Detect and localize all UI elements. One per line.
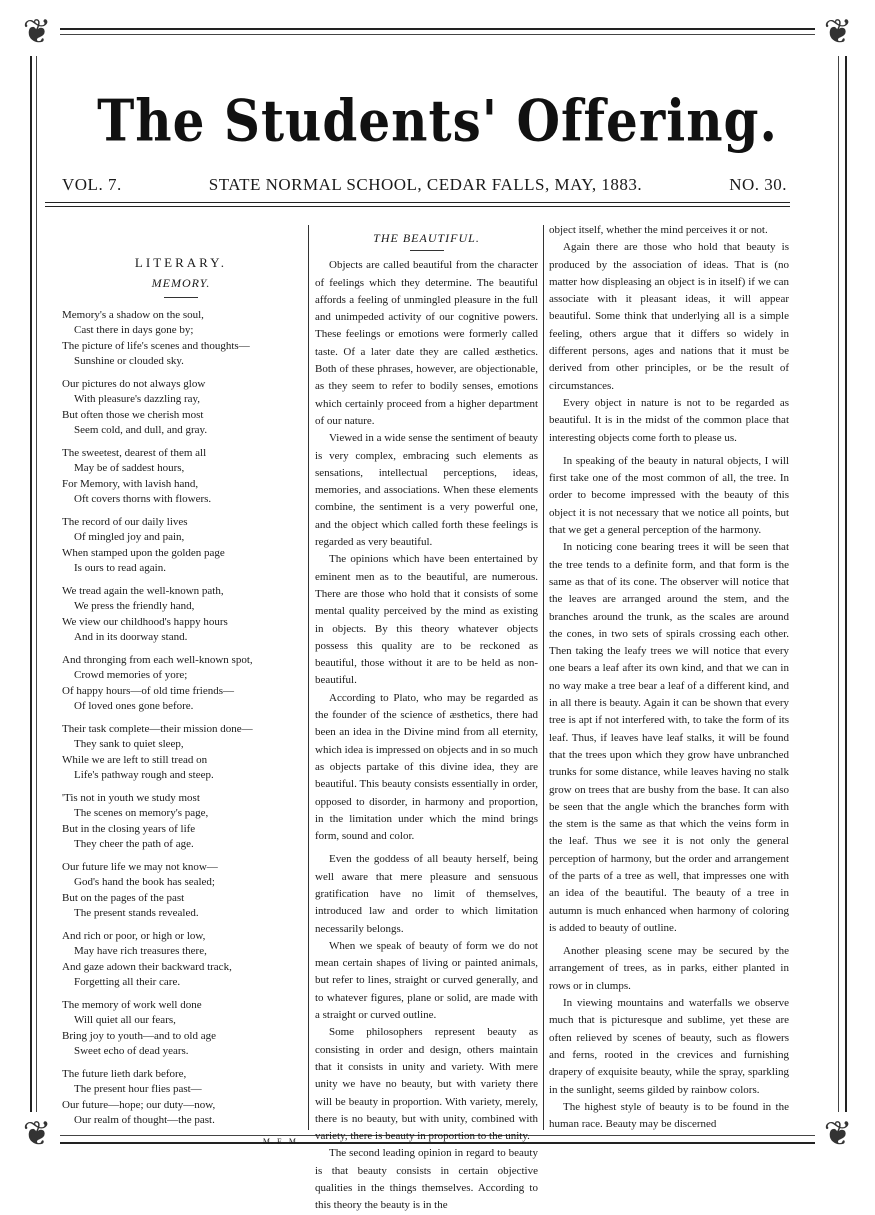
poem-line: But often those we cherish most [62,408,204,421]
essay-paragraph: Viewed in a wide sense the sentiment of beauty is very complex, embracing such elements as sensations, intellectual perceptions, ideas, memories, and associations. When these elements combine, the sentiment is a very powerful one, and the object which called forth these feelings is regarded as very beautiful. [315,432,538,549]
poem-line: We tread again the well-known path, [62,584,224,597]
essay-title: THE BEAUTIFUL. [373,231,480,245]
essay-paragraph: Again there are those who hold that beauty is produced by the association of ideas. That is (no matter how displeasing an object is in itself) if we can associate with it pleasant ideas, it will appear beautiful. Some think that underlying all is a simple feeling, others argue that it differs so widely in different persons, ages and nations that it must be derived from other principles, or be the result of circumstances. [549,241,789,392]
corner-ornament-icon: ❦ [815,10,861,56]
newspaper-masthead: The Students' Offering. [97,86,778,155]
poem-stanza [62,722,300,784]
poem-line: God's hand the book has sealed; [74,876,215,888]
poem-line: Crowd memories of yore; [74,669,188,681]
poem-stanza [62,377,300,439]
poem-line: May have rich treasures there, [74,945,207,957]
poem-line: For Memory, with lavish hand, [62,477,199,490]
poem-line: Our future life we may not know— [62,860,218,873]
poem-line: But in the closing years of life [62,822,196,835]
essay-paragraph: Another pleasing scene may be secured by the arrangement of trees, as in parks, either planted in rows or in clumps. [549,945,789,992]
essay-paragraph: Objects are called beautiful from the character of feelings which they determine. The beautiful affords a feeling of unmingled pleasure in the full and unimpeded activity of our cognitive powers. These feelings or emotions were formerly called taste. Of a later date they are called æsthetics. Both of these phrases, however, are objectionable, as they seem to refer to bodily senses, emotions which certainly proceed from a higher department of our nature. [315,259,538,427]
poem-line: Our pictures do not always glow [62,377,206,390]
poem-stanza [62,584,300,646]
masthead-container [60,78,815,164]
poem-line: Life's pathway rough and steep. [74,769,214,781]
essay-paragraph: In viewing mountains and waterfalls we observe much that is picturesque and sublime, yet these are often relieved by scenes of beauty, such as flowers and ferns, rooted in the crevices and furnishing drapery of exquisite beauty, while the spray, sparkling in the sunlight, seems gilded by rainbow colors. [549,997,789,1096]
column-divider [543,225,544,1130]
poem-line: Our realm of thought—the past. [74,1114,215,1126]
publisher-dateline: STATE NORMAL SCHOOL, CEDAR FALLS, MAY, 1883. [208,175,643,194]
poem-line: They cheer the path of age. [74,838,194,850]
essay-paragraph: Even the goddess of all beauty herself, being well aware that mere pleasure and sensuous gratification have no limit of themselves, introduced law and order to which limitation necessarily belongs. [315,853,538,935]
poem-stanza [62,446,300,508]
poem-line: Memory's a shadow on the soul, [62,308,204,321]
corner-ornament-icon: ❦ [815,1112,861,1158]
essay-paragraph: object itself, whether the mind perceives it or not. [549,224,768,236]
essay-paragraph: In speaking of the beauty in natural objects, I will first take one of the most common of all, the tree. In order to become impressed with the beauty of this object it is not necessary that we notice all points, but that we get a general perception of the harmony. [549,454,789,537]
poem-line: While we are left to still tread on [62,753,208,766]
poem-line: Their task complete—their mission done— [62,722,253,735]
column-literary [62,222,300,1148]
poem-line: And in its doorway stand. [74,631,188,643]
column-essay-1 [315,222,538,1215]
poem-line: But on the pages of the past [62,891,185,904]
poem-line: May be of saddest hours, [74,462,185,474]
essay-paragraph: The second leading opinion in regard to beauty is that beauty consists in certain objective qualities in the things themselves. According to this theory the beauty is in the [315,1147,538,1212]
header-rule [45,202,790,203]
poem-line: With pleasure's dazzling ray, [74,393,201,405]
poem-line: And rich or poor, or high or low, [62,929,206,942]
poem-line: The sweetest, dearest of them all [62,446,207,459]
poem-line: Seem cold, and dull, and gray. [74,424,208,436]
poem-line: Of happy hours—of old time friends— [62,684,234,697]
header-rule [45,206,790,207]
title-rule [164,297,198,298]
poem-line: 'Tis not in youth we study most [62,791,200,804]
essay-paragraph: Every object in nature is not to be regarded as beautiful. It is in the midst of the common place that interesting objects come forth to please us. [549,396,789,444]
poem-stanza [62,515,300,577]
essay-paragraph: In noticing cone bearing trees it will be seen that the tree tends to a definite form, and that form is the same as that of its cone. The observer will notice that the leaves are arranged around the stem, and the branches around the trunk, as the scales are around the cones, in two sets of spirals crossing each other. Then taking the leafy trees we will notice that every one bears a leaf after its own kind, and that we can in no way make a tree bear a leaf of a different kind, and in all there is beauty. Again it can be shown that every tree is apt if not interfered with, to take the form of its leaf. Thus, if leaves have leaf stalks, it will be found that the trees upon which they grow have unbranched trunks for some distance, while leaves having no stalk grow on trees that are bushy from the base. It can also be seen that the angle which the branches form with the stem is the same as that which the veins form in the leaf. Thus we see it is not only the general perception of harmony, but the order and arrangement of the parts of a tree as well, that impresses one with an idea of the beautiful. The beauty of a tree in autumn is much enhanced when harmony of coloring is added to beauty of outline. [549,541,789,934]
corner-ornament-icon: ❦ [14,1112,60,1158]
poem-body [62,308,300,1129]
poem-title: MEMORY. [151,276,211,290]
poem-line: Is ours to read again. [74,562,166,574]
column-essay-2 [549,222,789,1133]
issue-info-line [62,175,787,195]
corner-ornament-icon: ❦ [14,10,60,56]
poem-line: Of loved ones gone before. [74,700,194,712]
poem-line: Sweet echo of dead years. [74,1045,189,1057]
volume-number: VOL. 7. [62,175,122,194]
poem-line: And gaze adown their backward track, [62,960,232,973]
essay-paragraph: When we speak of beauty of form we do not mean certain shapes of living or painted animals, but refer to lines, straight or curved generally, and to whatever figures, plane or solid, are made with a straight or curved outline. [315,939,538,1022]
poem-line: Bring joy to youth—and to old age [62,1029,216,1042]
title-rule [410,250,444,251]
poem-line: When stamped upon the golden page [62,546,225,559]
poem-line: Cast there in days gone by; [74,324,194,336]
poem-line: The record of our daily lives [62,515,188,528]
poem-line: Oft covers thorns with flowers. [74,493,212,505]
poem-line: The present stands revealed. [74,907,199,919]
poem-line: The picture of life's scenes and thoughts— [62,339,250,352]
poem-line: The scenes on memory's page, [74,807,209,819]
column-divider [308,225,309,1130]
poem-stanza [62,1067,300,1129]
poem-line: Sunshine or clouded sky. [74,355,184,367]
essay-paragraph: According to Plato, who may be regarded as the founder of the science of æsthetics, there had been an idea in the Divine mind from all eternity, which idea is impressed on objects and in so much as objects partake of this divine idea, they are beautiful. This beauty consists essentially in order, opposed to disorder, in harmony and proportion, in the limitation under which the mind brings form, sound and color. [315,691,538,843]
essay-paragraph: The highest style of beauty is to be found in the human race. Beauty may be discerned [549,1100,789,1131]
poem-stanza [62,998,300,1060]
poem-stanza [62,791,300,853]
poem-signature: M. E. M. [262,1136,300,1146]
poem-line: The future lieth dark before, [62,1067,187,1080]
issue-number: NO. 30. [729,175,787,194]
poem-line: Of mingled joy and pain, [74,531,185,543]
poem-stanza [62,308,300,370]
poem-line: The memory of work well done [62,998,202,1011]
poem-line: Forgetting all their care. [74,976,181,988]
poem-line: Will quiet all our fears, [74,1014,176,1026]
poem-line: And thronging from each well-known spot, [62,653,253,666]
poem-line: They sank to quiet sleep, [74,738,184,750]
poem-line: Our future—hope; our duty—now, [62,1098,216,1111]
poem-stanza [62,929,300,991]
essay-paragraph: The opinions which have been entertained by eminent men as to the beautiful, are numerous. There are those who hold that it consists of some mental quality perceived by the mind as existing in objects. By this theory whatever objects possess this quality are to be reckoned as beautiful, those without it are to be held as non-beautiful. [315,553,538,687]
poem-line: We press the friendly hand, [74,600,195,612]
essay-paragraph: Some philosophers represent beauty as consisting in order and design, others maintain that it consists in unity and variety. With mere unity we have no beauty, but with variety there will be beauty in proportion. With variety, merely, there is no beauty, but with unity, combined with variety, there is beauty in proportion to the unity. [315,1026,538,1143]
poem-line: We view our childhood's happy hours [62,615,228,628]
poem-line: The present hour flies past— [74,1083,202,1095]
section-heading: LITERARY. [134,255,228,270]
poem-stanza [62,653,300,715]
poem-stanza [62,860,300,922]
